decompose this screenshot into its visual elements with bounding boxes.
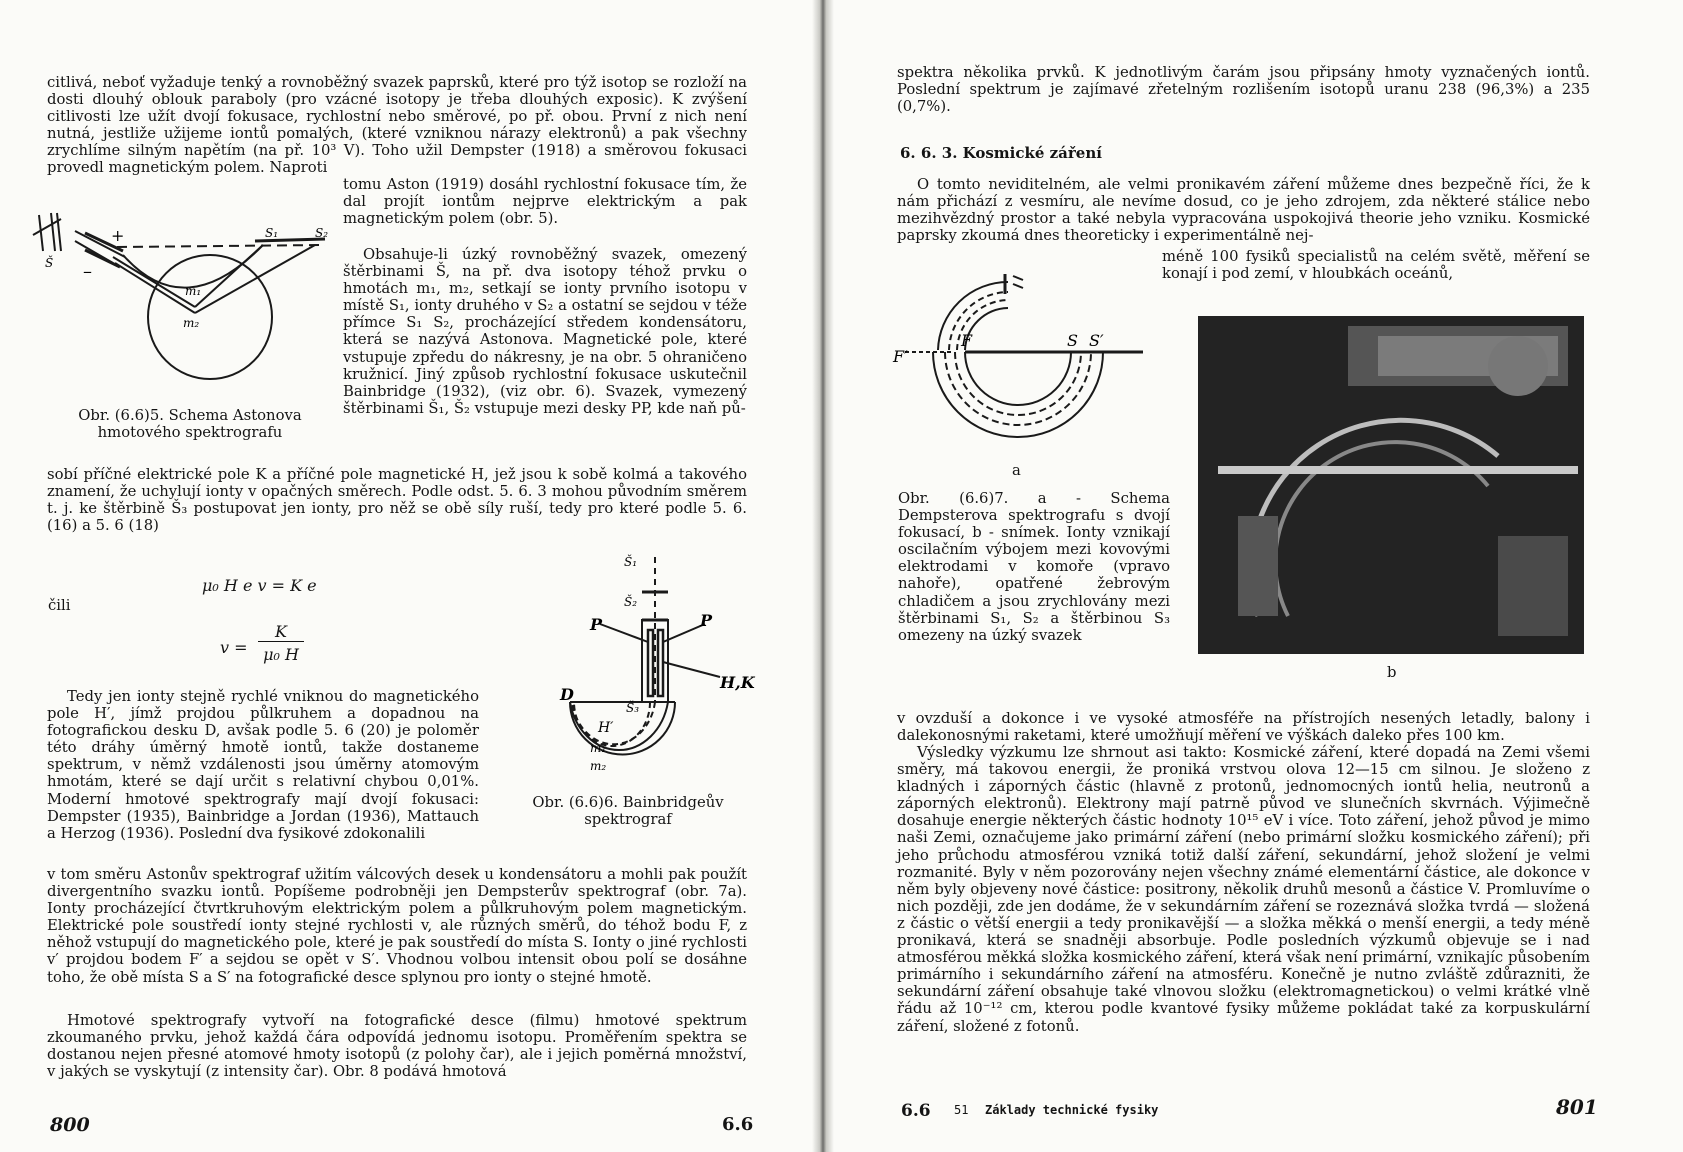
fig6-hk-label: H,K: [720, 673, 755, 692]
right-footer-section: 6.6: [901, 1101, 931, 1121]
equation-1: μ₀ H e v = K e: [202, 576, 317, 595]
right-paragraph-2b: méně 100 fysiků specialistů na celém světě, měření se konají i pod zemí, v hloubkách oceánů,: [1162, 248, 1590, 283]
book-gutter: [812, 0, 834, 1152]
fig5-astons-spectrograph-diagram: [25, 205, 345, 385]
left-paragraph-4: sobí příčné elektrické pole K a příčné pole magnetické H, jež jsou k sobě kolmá a takového znamení, že uchylují ionty v opačných směrech. Podle odst. 5. 6. 3 mohou původním směrem t. j. ke štěrbině Š₃ postupovat jen ionty, pro něž se obě síly ruší, tedy pro které podle 5. 6. (16) a 5. 6 (18): [47, 466, 747, 535]
right-paragraph-4: Výsledky výzkumu lze shrnout asi takto: Kosmické záření, které dopadá na Zemi všemi směry, má takovou energii, že proniká vrstvou olova 12—15 cm silnou. Je složeno z kladných i záporných částic (hlavně z protonů, jednomocných iontů helia, neutronů a záporných elektronů). Elektrony mají patrně původ ve slunečních skvrnách. Výjimečně dosahuje energie některých částic hodnoty 10¹⁵ eV i více. Toto záření, jehož původ je mimo naši Zemi, označujeme jako primární záření (nebo primární složku kosmického záření); při jeho průchodu atmosférou vzniká totiž další záření, sekundární, jehož složení je velmi rozmanité. Byly v něm pozorovány nejen všechny známé elementární částice, ale dokonce v něm byly objeveny nové částice: positrony, několik druhů mesonů a částice V. Promluvíme o nich později, zde jen dodáme, že v sekundárním záření se rozeznává složka tvrdá — složená z částic o větší energii a tedy pronikavější — a složka měkká o menší energii, a tedy méně pronikavá, která se snadněji absorbuje. Podle posledních výzkumů objevuje se i nad atmosférou měkká složka kosmického záření, která však není primární, vznikajíc působením primárního i sekundárního záření na atmosféru. Konečně je nutno zvláště zdůrazniti, že sekundární záření obsahuje také vlnovou složku (elektromagnetickou) o velmi krátké vlně řádu až 10⁻¹² cm, kterou podle kvantové fysiky můžeme pokládat také za korpuskulární záření, složené z fotonů.: [897, 744, 1590, 1035]
fig5-m2-label: m₂: [183, 316, 200, 330]
fig5-slit-label: Š: [45, 256, 54, 270]
right-paragraph-3: v ovzduší a dokonce i ve vysoké atmosféře na přístrojích nesených letadly, balony i dalekonosnými raketami, které umožňují měření ve výškách daleko přes 100 km.: [897, 710, 1590, 745]
fig6-s2-label: Š₂: [624, 595, 638, 609]
left-section-label: 6.6: [722, 1114, 754, 1135]
right-paragraph-1: spektra několika prvků. K jednotlivým čarám jsou připsány hmoty vyznačených iontů. Poslední spektrum je zajímavé zřetelným rozlišením isotopů uranu 238 (96,3%) a 235 (0,7%).: [897, 64, 1590, 116]
fig6-p-right-label: P: [700, 611, 713, 630]
left-paragraph-2: tomu Aston (1919) dosáhl rychlostní fokusace tím, že dal projít iontům nejprve elektrickým a pak magnetickým polem (obr. 5).: [343, 176, 747, 228]
left-paragraph-3: Obsahuje-li úzký rovnoběžný svazek, omezený štěrbinami Š, na př. dva isotopy téhož prvku o hmotách m₁, m₂, setkají se ionty prvního isotopu v místě S₁, ionty druhého v S₂ a ostatní se sejdou v téže přímce S₁ S₂, procházející středem kondensátoru, která se nazývá Astonova. Magnetické pole, které vstupuje zpředu do nákresny, je na obr. 5 ohraničeno kružnicí. Jiný způsob rychlostní fokusace uskutečnil Bainbridge (1932), (viz obr. 6). Svazek, vymezený štěrbinami Š₁, Š₂ vstupuje mezi desky PP, kde naň pů-: [343, 246, 747, 417]
left-paragraph-1: citlivá, neboť vyžaduje tenký a rovnoběžný svazek paprsků, které pro týž isotop se rozloží na dosti dlouhý oblouk paraboly (pro vzácné isotopy je třeba dlouhých exposic). K zvýšení citlivosti lze užít dvojí fokusace, rychlostní nebo směrové, po př. obou. První z nich není nutná, jestliže užijeme iontů pomalých, (které vzniknou nárazy elektronů) a pak všechny zrychlíme silným napětím (na př. 10³ V). Toho užil Dempster (1918) a směrovou fokusaci provedl magnetickým polem. Naproti: [47, 74, 747, 177]
fig5-caption: Obr. (6.6)5. Schema Astonova hmotového spektrografu: [78, 407, 302, 441]
fig6-s1-label: Š₁: [624, 555, 638, 569]
equation-2-denominator: μ₀ H: [263, 645, 299, 664]
fig5-s2-label: S₂: [315, 226, 329, 240]
fig7-fprime-label: F′: [893, 347, 908, 366]
fig5-plus-label: +: [111, 226, 125, 245]
fig6-caption: Obr. (6.6)6. Bainbridgeův spektrograf: [532, 794, 724, 828]
fig7b-label: b: [1387, 664, 1397, 681]
fig7-sprime-label: S′: [1089, 331, 1104, 350]
fig6-h-label: H′: [598, 720, 614, 736]
fig5-minus-label: –: [83, 261, 92, 282]
left-paragraph-6: v tom směru Astonův spektrograf užitím válcových desek u kondensátoru a mohli pak použít divergentního svazku iontů. Popíšeme podrobněji jen Dempsterův spektrograf (obr. 7a). Ionty procházející čtvrtkruhovým elektrickým polem a půlkruhovým polem magnetickým. Elektrické pole soustředí ionty stejné rychlosti v, ale různých směrů, do téhož bodu F, z něhož vstupují do magnetického pole, které je pak soustředí do místa S. Ionty o jiné rychlosti v′ projdou bodem F′ a sejdou se opět v S′. Vhodnou volbou intensit obou polí se dosáhne toho, že obě místa S a S′ na fotografické desce splynou pro ionty o stejné hmotě.: [47, 866, 747, 986]
fig5-s1-label: S₁: [265, 226, 279, 240]
fig5-m1-label: m₁: [185, 284, 202, 298]
cili-word: čili: [48, 597, 71, 614]
left-paragraph-5: Tedy jen ionty stejně rychlé vniknou do magnetického pole H′, jímž projdou půlkruhem a dopadnou na fotografickou desku D, avšak podle 5. 6 (20) je poloměr této dráhy úměrný hmotě iontů, takže dostaneme spektrum, v němž vzdálenosti jsou úměrny atomovým hmotám, které se dají určit s relativní chybou 0,01%. Moderní hmotové spektrografy mají dvojí fokusaci: Dempster (1935), Bainbridge a Jordan (1936), Mattauch a Herzog (1936). Poslední dva fysikové zdokonalili: [47, 688, 479, 842]
right-page-number: 801: [1556, 1095, 1598, 1119]
right-footer-title: Základy technické fysiky: [985, 1103, 1159, 1117]
fig6-m1-label: m₁: [590, 741, 607, 755]
left-page-number: 800: [50, 1114, 90, 1136]
fig7-s-label: S: [1067, 331, 1078, 350]
equation-2-lhs: v =: [220, 638, 248, 657]
right-footer-volume: 51: [954, 1103, 969, 1117]
equation-2-numerator: K: [258, 622, 304, 642]
fig7a-label: a: [1012, 462, 1021, 479]
fig6-bainbridge-spectrograph-diagram: [560, 552, 775, 797]
fig7-f-label: F: [961, 331, 973, 350]
fig6-d-label: D: [560, 685, 574, 704]
fig6-p-left-label: P: [590, 615, 603, 634]
right-paragraph-2: O tomto neviditelném, ale velmi pronikavém záření můžeme dnes bezpečně říci, že k nám přichází z vesmíru, ale nevíme dosud, co je jeho zdrojem, zda některé stálice nebo mezihvězdný prostor a také nebyla vypracována uspokojivá theorie jeho vzniku. Kosmické paprsky zkoumá dnes theoreticky i experimentálně nej-: [897, 176, 1590, 245]
fig6-m2-label: m₂: [590, 759, 607, 773]
fig6-s3-label: Š₃: [626, 701, 640, 715]
section-heading-cosmic-rays: 6. 6. 3. Kosmické záření: [900, 144, 1102, 162]
fig7-caption: Obr. (6.6)7. a - Schema Dempsterova spektrografu s dvojí fokusací, b - snímek. Ionty vznikají oscilačním výbojem mezi kovovými elektrodami v komoře (vpravo nahoře), opatřené žebrovým chladičem a jsou zrychlovány mezi štěrbinami S₁, S₂ a štěrbinou S₃ omezeny na úzký svazek: [898, 490, 1170, 644]
fig7b-spectrograph-photo: [1198, 316, 1584, 654]
left-paragraph-7: Hmotové spektrografy vytvoří na fotografické desce (filmu) hmotové spektrum zkoumaného prvku, jehož každá čára odpovídá jednomu isotopu. Proměřením spektra se dostanou nejen přesné atomové hmoty isotopů (z polohy čar), ale i jejich poměrná množství, v jakých se vyskytují (z intensity čar). Obr. 8 podává hmotová: [47, 1012, 747, 1081]
fig7a-dempster-schema: [893, 270, 1153, 460]
